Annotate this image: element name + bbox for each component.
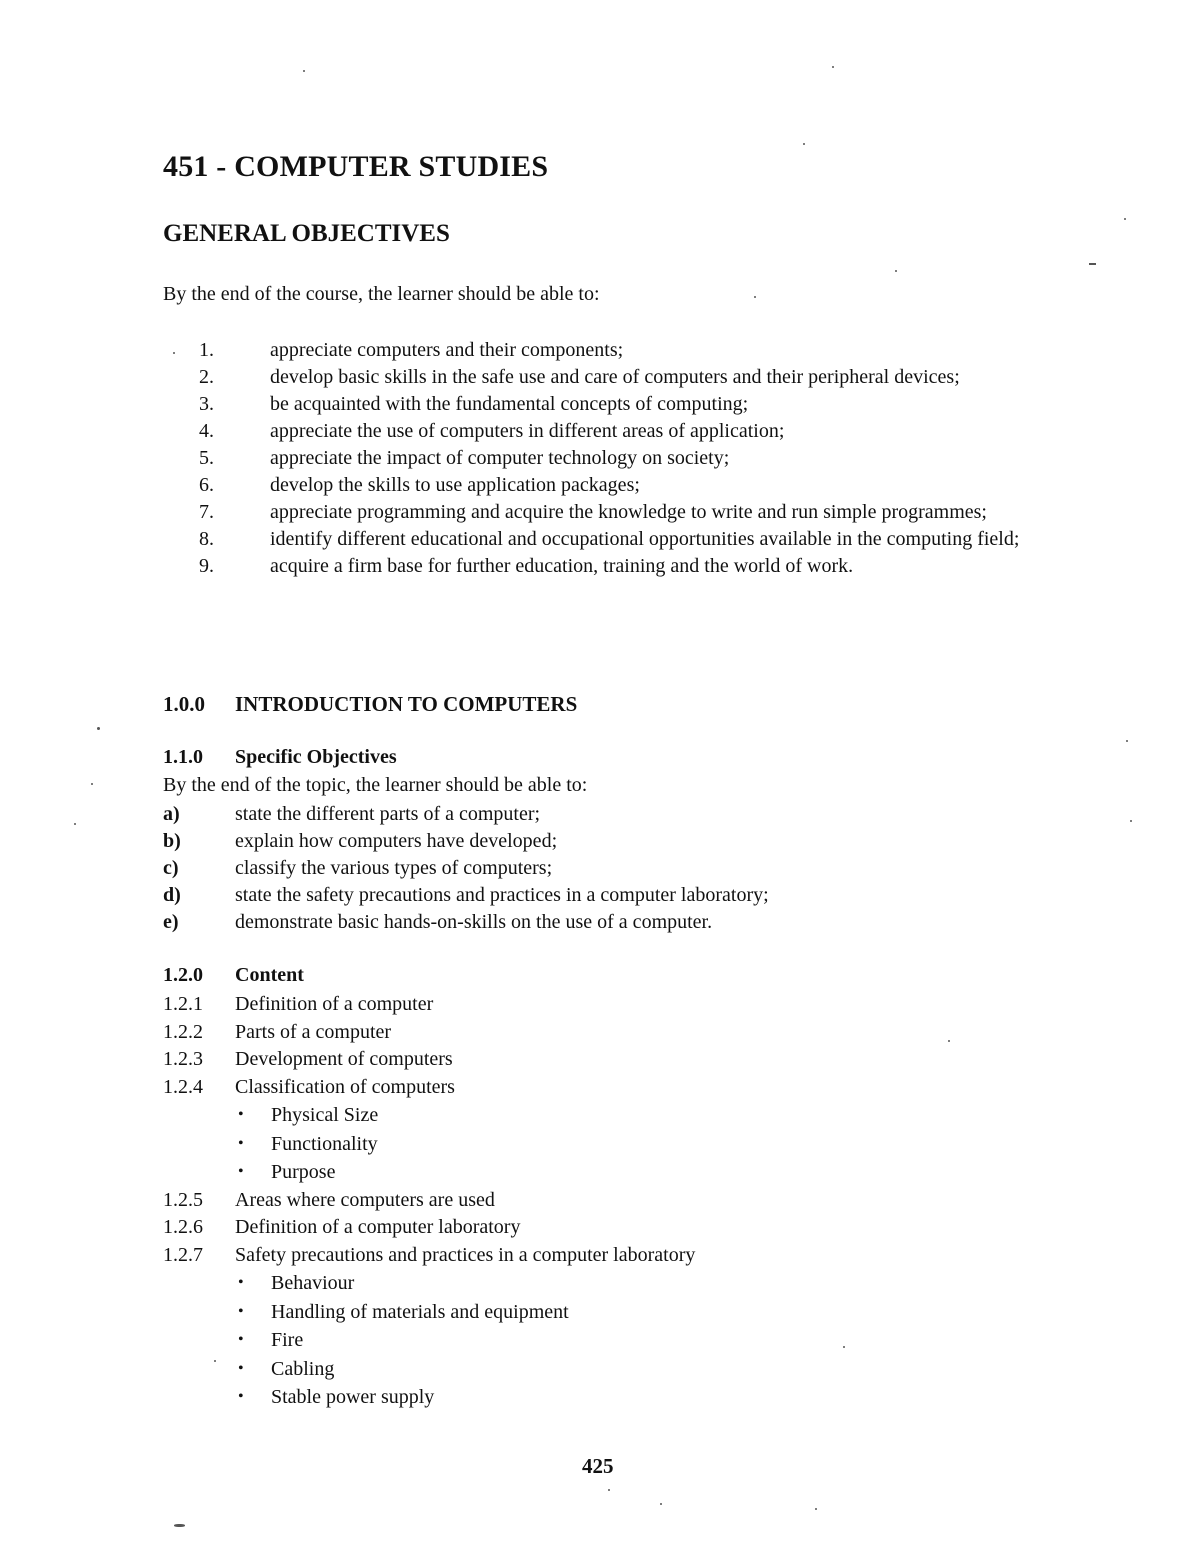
scan-speck: [214, 1360, 216, 1362]
objective-text: appreciate the impact of computer technology on society;: [270, 447, 730, 469]
specific-objectives-heading: [163, 746, 397, 769]
general-objectives-heading: GENERAL OBJECTIVES: [163, 220, 450, 247]
classification-bullets: [235, 1101, 695, 1187]
scan-speck: [660, 1503, 662, 1505]
specific-objective-text: explain how computers have developed;: [235, 830, 558, 852]
objective-text: appreciate computers and their components;: [270, 339, 624, 361]
scan-speck: [173, 352, 175, 354]
objective-text: appreciate the use of computers in different areas of application;: [270, 420, 785, 442]
scan-speck: [97, 727, 100, 730]
specific-objectives-list: [163, 801, 769, 936]
objective-text: develop the skills to use application packages;: [270, 474, 640, 496]
objective-item: [163, 418, 1040, 445]
specific-objective-item: [163, 909, 769, 936]
objective-number: 6.: [199, 474, 214, 496]
scan-speck: [91, 783, 93, 785]
bullet-icon: •: [238, 1359, 244, 1377]
bullet-text: Behaviour: [271, 1272, 355, 1294]
bullet-text: Purpose: [271, 1161, 336, 1183]
scan-speck: [1130, 820, 1132, 822]
specific-objective-letter: b): [163, 830, 181, 852]
objective-number: 2.: [199, 366, 214, 388]
bullet-item: [235, 1383, 695, 1412]
section-code: 1.0.0: [163, 692, 205, 716]
scan-speck: [174, 1524, 185, 1527]
bullet-icon: •: [238, 1302, 244, 1320]
content-item-code: 1.2.4: [163, 1075, 203, 1098]
content-title: Content: [235, 964, 304, 986]
scan-speck: [303, 70, 305, 72]
content-item: [163, 991, 695, 1019]
specific-objective-letter: c): [163, 857, 179, 879]
scan-speck: [832, 66, 834, 68]
content-item-code: 1.2.5: [163, 1188, 203, 1211]
objective-item: [163, 499, 1040, 526]
specific-objective-letter: e): [163, 911, 179, 933]
objective-number: 7.: [199, 501, 214, 523]
section-title: INTRODUCTION TO COMPUTERS: [235, 692, 578, 716]
bullet-text: Handling of materials and equipment: [271, 1300, 569, 1323]
bullet-icon: •: [238, 1163, 244, 1180]
specific-objective-item: [163, 882, 769, 909]
scan-speck: [803, 143, 805, 145]
bullet-text: Fire: [271, 1329, 304, 1351]
bullet-item: [235, 1130, 695, 1159]
section-heading: [163, 692, 577, 717]
bullet-icon: •: [238, 1134, 244, 1152]
objective-number: 9.: [199, 555, 214, 577]
specific-objectives-intro: By the end of the topic, the learner should be able to:: [163, 774, 588, 796]
bullet-text: Cabling: [271, 1357, 335, 1380]
content-item: [163, 1019, 695, 1047]
content-item-code: 1.2.7: [163, 1243, 203, 1266]
scan-speck: [843, 1346, 845, 1348]
scan-speck: [895, 270, 897, 272]
objective-item: [163, 391, 1040, 418]
objective-text: acquire a firm base for further education, training and the world of work.: [270, 555, 854, 577]
bullet-icon: •: [238, 1106, 244, 1123]
scan-speck: [815, 1508, 817, 1510]
content-item-text: Classification of computers: [235, 1075, 455, 1098]
bullet-item: [235, 1269, 695, 1298]
objective-number: 8.: [199, 528, 214, 550]
scan-speck: [754, 296, 756, 298]
specific-objective-text: demonstrate basic hands-on-skills on the use of a computer.: [235, 911, 713, 933]
scan-speck: [1126, 740, 1128, 742]
specific-objectives-title: Specific Objectives: [235, 746, 397, 768]
content-item-text: Safety precautions and practices in a computer laboratory: [235, 1243, 696, 1266]
scan-speck: [1089, 263, 1096, 265]
general-objectives-intro: By the end of the course, the learner should be able to:: [163, 283, 600, 305]
content-item-text: Development of computers: [235, 1048, 453, 1070]
specific-objective-item: [163, 828, 769, 855]
specific-objective-text: state the different parts of a computer;: [235, 803, 541, 825]
scan-speck: [1124, 218, 1126, 220]
bullet-item: [235, 1355, 695, 1384]
content-item-text: Areas where computers are used: [235, 1188, 495, 1211]
specific-objectives-code: 1.1.0: [163, 746, 203, 768]
objective-item: [163, 526, 1040, 553]
objective-text: be acquainted with the fundamental concepts of computing;: [270, 393, 749, 415]
bullet-text: Functionality: [271, 1132, 378, 1155]
content-item-text: Definition of a computer laboratory: [235, 1216, 521, 1238]
content-item-text: Parts of a computer: [235, 1020, 392, 1043]
objective-item: [163, 472, 1040, 499]
page-number: 425: [582, 1454, 614, 1478]
scan-speck: [608, 1489, 610, 1491]
bullet-text: Physical Size: [271, 1104, 379, 1126]
specific-objective-letter: d): [163, 884, 181, 906]
content-code: 1.2.0: [163, 964, 203, 986]
content-item-text: Definition of a computer: [235, 993, 434, 1015]
content-item: [163, 1187, 695, 1215]
bullet-item: [235, 1326, 695, 1355]
general-objectives-list: [163, 337, 1040, 580]
safety-bullets: [235, 1269, 695, 1412]
scan-speck: [948, 1040, 950, 1042]
page-title: 451 - COMPUTER STUDIES: [163, 150, 549, 183]
specific-objective-item: [163, 855, 769, 882]
objective-number: 3.: [199, 393, 214, 415]
scan-speck: [74, 823, 76, 825]
content-item: [163, 1214, 695, 1242]
specific-objective-letter: a): [163, 803, 180, 825]
objective-number: 5.: [199, 447, 214, 469]
bullet-icon: •: [238, 1388, 244, 1405]
objective-item: [163, 364, 1040, 391]
objective-text: appreciate programming and acquire the knowledge to write and run simple programmes;: [270, 501, 987, 523]
bullet-item: [235, 1298, 695, 1327]
content-item: [163, 1046, 695, 1074]
objective-text: develop basic skills in the safe use and care of computers and their peripheral devices;: [270, 366, 960, 388]
bullet-icon: •: [238, 1274, 244, 1291]
bullet-item: [235, 1158, 695, 1187]
content-item: [163, 1074, 695, 1187]
content-item-code: 1.2.6: [163, 1216, 203, 1238]
objective-item: [163, 337, 1040, 364]
specific-objective-text: classify the various types of computers;: [235, 857, 553, 879]
bullet-text: Stable power supply: [271, 1386, 435, 1408]
objective-number: 4.: [199, 420, 214, 442]
content-item-code: 1.2.2: [163, 1020, 203, 1043]
content-item: [163, 1242, 695, 1412]
content-list: [163, 991, 695, 1412]
objective-item: [163, 445, 1040, 472]
content-item-code: 1.2.1: [163, 993, 203, 1015]
objective-number: 1.: [199, 339, 214, 361]
content-item-code: 1.2.3: [163, 1048, 203, 1070]
bullet-icon: •: [238, 1331, 244, 1348]
content-heading: [163, 964, 304, 987]
objective-item: [163, 553, 1040, 580]
specific-objective-text: state the safety precautions and practices in a computer laboratory;: [235, 884, 769, 906]
bullet-item: [235, 1101, 695, 1130]
specific-objective-item: [163, 801, 769, 828]
objective-text: identify different educational and occupational opportunities available in the computing field;: [270, 528, 1020, 550]
